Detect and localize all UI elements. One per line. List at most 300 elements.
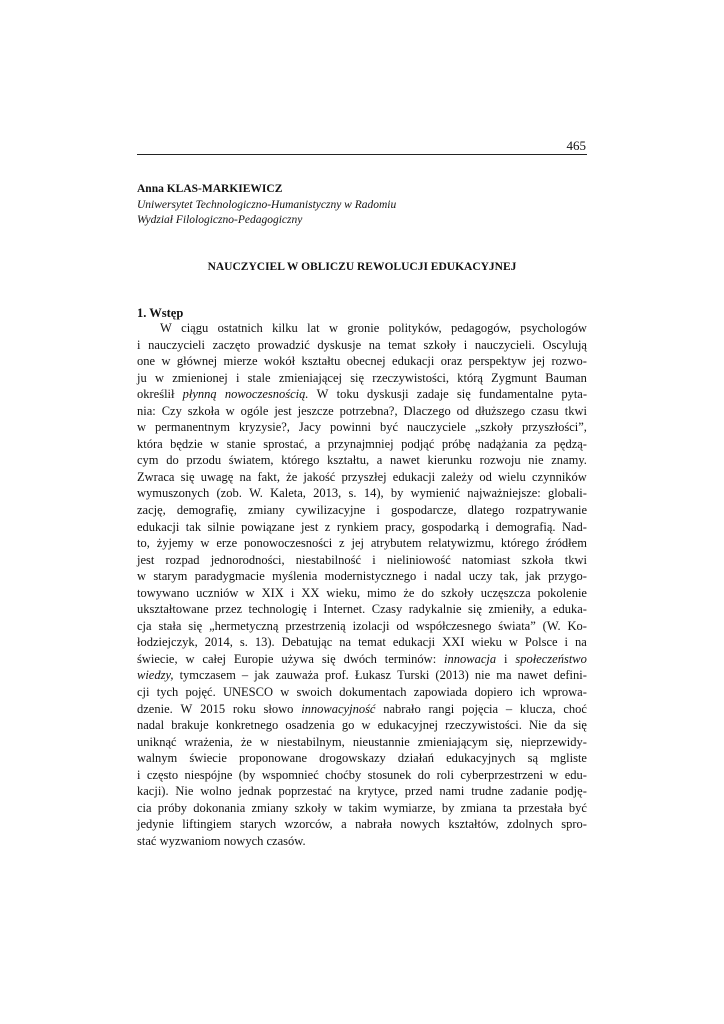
body-token	[148, 337, 205, 354]
body-word: jednorodności,	[210, 552, 285, 567]
article-title: NAUCZYCIEL W OBLICZU REWOLUCJI EDUKACYJNEJ	[207, 261, 517, 273]
body-token	[392, 353, 434, 370]
body-token	[166, 552, 200, 569]
body-word: jej	[351, 536, 364, 551]
body-word: szkoły	[423, 337, 457, 352]
body-token	[276, 667, 319, 684]
body-word: uczniów	[196, 585, 239, 600]
body-word: ju	[137, 370, 147, 385]
body-token	[358, 634, 386, 651]
body-token	[317, 337, 361, 354]
body-word: pokolenie	[537, 585, 587, 600]
body-word: temat	[358, 635, 386, 650]
body-token	[479, 469, 492, 486]
body-token	[561, 386, 587, 403]
body-word: w	[260, 734, 270, 749]
body-token	[137, 469, 174, 486]
body-token	[372, 601, 403, 618]
body-token	[389, 320, 442, 337]
body-token	[241, 519, 294, 536]
body-token	[518, 800, 562, 817]
body-word: W	[160, 321, 172, 335]
body-word: na	[339, 635, 352, 650]
body-token	[347, 320, 379, 337]
body-word: ich	[519, 685, 536, 700]
body-token	[242, 667, 248, 684]
body-word: jak	[525, 569, 541, 584]
body-token	[471, 783, 503, 800]
body-token	[391, 502, 457, 519]
body-token	[188, 618, 202, 635]
body-token	[137, 552, 154, 569]
body-word: w	[161, 354, 171, 369]
body-token	[441, 469, 473, 486]
body-word: jedynie	[137, 817, 174, 832]
body-token	[196, 585, 238, 602]
body-word: słowo	[263, 701, 294, 716]
body-word: płynną	[182, 387, 217, 402]
body-token	[281, 651, 314, 668]
body-word: edu-	[564, 767, 587, 782]
body-word: i	[463, 337, 468, 352]
body-token	[480, 452, 521, 469]
body-token	[240, 816, 276, 833]
body-token	[528, 750, 538, 767]
body-word: tymczasem	[179, 668, 236, 683]
body-word: krytyce,	[357, 784, 398, 799]
body-token	[475, 419, 513, 436]
body-word: demografią.	[495, 519, 556, 534]
body-word: wolno	[200, 784, 232, 799]
body-word: stale	[247, 370, 271, 385]
body-word: od	[456, 403, 470, 418]
body-word: się	[350, 370, 365, 385]
body-word: tkwi	[564, 403, 587, 418]
body-word: nieliniowość	[386, 552, 451, 567]
body-word: żyjemy	[156, 536, 194, 551]
body-word: za	[535, 436, 547, 451]
body-word: rangi	[428, 701, 455, 716]
body-token	[295, 800, 328, 817]
body-token	[543, 618, 561, 635]
body-word: i	[423, 569, 428, 584]
body-token	[281, 452, 319, 469]
body-token	[181, 320, 208, 337]
body-token	[184, 767, 232, 784]
body-word: Jacy	[298, 420, 322, 435]
body-token	[238, 783, 271, 800]
body-text	[137, 320, 587, 850]
body-token	[434, 568, 461, 585]
body-token	[529, 717, 547, 734]
body-word: zmiany	[248, 503, 285, 518]
body-token	[372, 552, 375, 569]
body-word: one	[137, 354, 156, 369]
body-word: poprzestać	[278, 784, 332, 799]
body-token	[181, 469, 195, 486]
body-token	[339, 684, 406, 701]
body-word: się	[468, 602, 482, 617]
body-word: permanentnym	[154, 420, 230, 435]
body-token	[137, 452, 159, 469]
body-word: oraz	[440, 354, 463, 369]
body-word: Zygmunt	[491, 370, 537, 385]
body-token	[241, 403, 269, 420]
body-token	[267, 833, 306, 850]
body-token	[180, 667, 236, 684]
body-token	[182, 816, 231, 833]
body-token	[264, 353, 295, 370]
body-word: gospodarką	[421, 519, 480, 534]
body-token	[445, 717, 522, 734]
body-word: Nad-	[561, 519, 587, 534]
body-token	[416, 618, 492, 635]
body-token	[535, 436, 546, 453]
body-token	[317, 386, 329, 403]
body-line	[137, 767, 587, 784]
author-university: Uniwersytet Technologiczno-Humanistyczny w Radomiu	[137, 198, 397, 211]
body-word: dokumentach	[339, 685, 407, 700]
body-word: świata”	[498, 618, 536, 633]
body-token	[301, 519, 318, 536]
body-token	[234, 651, 274, 668]
body-word: na	[368, 337, 381, 352]
body-token	[137, 783, 169, 800]
body-word: nie	[528, 453, 544, 468]
body-token	[236, 370, 239, 387]
body-token	[158, 618, 181, 635]
body-token	[369, 337, 381, 354]
body-word: kształtu,	[327, 453, 370, 468]
body-word: starych	[239, 817, 277, 832]
body-token	[407, 419, 466, 436]
body-token	[341, 816, 347, 833]
body-word: i	[372, 552, 376, 567]
body-token	[155, 419, 230, 436]
body-token	[319, 750, 386, 767]
body-token	[421, 585, 434, 602]
body-token	[183, 386, 217, 403]
body-word: stała	[158, 618, 182, 633]
body-word: nia:	[137, 403, 156, 418]
body-word: toku	[336, 387, 359, 402]
body-token	[188, 403, 220, 420]
body-token	[457, 403, 470, 420]
body-line	[137, 734, 587, 751]
body-word: Nie	[528, 718, 548, 733]
body-token	[342, 717, 355, 734]
body-word: W	[180, 701, 193, 716]
body-word: polityków,	[388, 321, 442, 335]
body-word: zależy	[441, 469, 474, 484]
body-word: Nie	[175, 784, 194, 799]
body-word: XIX	[261, 585, 284, 600]
body-word: perspektyw	[468, 354, 527, 369]
body-word: nabrała	[355, 817, 392, 832]
body-word: ponowoczesności	[244, 536, 333, 551]
body-token	[272, 320, 298, 337]
body-word: w	[361, 718, 371, 733]
body-word: świecie	[189, 751, 227, 766]
body-word: przez	[214, 602, 243, 617]
body-line	[137, 717, 587, 734]
body-word: konkretnego	[215, 718, 279, 733]
body-line	[137, 816, 587, 833]
body-token	[404, 403, 451, 420]
body-word: nowoczesnością.	[224, 387, 309, 402]
body-token	[400, 816, 440, 833]
body-word: 2013,	[313, 486, 342, 501]
body-word: zmienionej	[172, 370, 228, 385]
body-word: proponowane	[238, 751, 308, 766]
body-word: mierze	[223, 354, 258, 369]
body-token	[342, 469, 387, 486]
body-word: nauczycieli.	[474, 337, 535, 352]
body-token	[442, 634, 464, 651]
body-token	[565, 767, 587, 784]
body-token	[193, 800, 245, 817]
body-line	[137, 634, 587, 651]
body-token	[349, 485, 357, 502]
body-word: psychologów	[520, 321, 587, 335]
body-token	[542, 684, 586, 701]
body-word: edukacji	[392, 469, 436, 484]
body-token	[274, 403, 291, 420]
body-token	[554, 436, 587, 453]
body-token	[186, 519, 201, 536]
body-word: sprostać,	[263, 436, 308, 451]
body-line	[137, 519, 587, 536]
body-word: Oscylują	[542, 337, 587, 352]
author-faculty: Wydział Filologiczno-Pedagogiczny	[137, 214, 303, 226]
body-word: dyskusje	[317, 337, 362, 352]
body-token	[278, 783, 331, 800]
body-token	[545, 370, 587, 387]
body-word: światem,	[228, 453, 274, 468]
body-line	[137, 337, 587, 354]
body-word: nie	[474, 668, 491, 683]
body-word: w	[225, 403, 235, 418]
body-token	[498, 469, 526, 486]
body-word: starym	[153, 569, 188, 584]
body-token	[367, 386, 409, 403]
body-token	[200, 535, 209, 552]
body-word: cji	[137, 685, 150, 700]
body-token	[401, 436, 434, 453]
body-token	[137, 419, 146, 436]
body-token	[137, 601, 209, 618]
body-word: 2014,	[204, 635, 233, 650]
body-token	[428, 452, 472, 469]
body-word: –	[241, 668, 249, 683]
body-token	[137, 585, 189, 602]
body-word: się	[456, 387, 471, 402]
body-token	[327, 452, 369, 469]
body-word: w	[154, 370, 164, 385]
body-word: edukacyjnych	[446, 751, 516, 766]
body-word: zauważa	[275, 668, 319, 683]
body-word: cja	[137, 618, 152, 633]
body-token	[216, 717, 278, 734]
body-token	[244, 535, 332, 552]
body-word: nabrało	[383, 701, 421, 716]
body-token	[172, 370, 228, 387]
body-word: pojęcia	[461, 701, 499, 716]
body-word: nawet	[390, 453, 420, 468]
body-token	[157, 535, 194, 552]
body-word: z	[324, 519, 331, 534]
body-word: jest	[137, 552, 155, 567]
body-word: z	[339, 536, 345, 551]
body-token	[137, 519, 179, 536]
body-line	[137, 485, 587, 502]
body-token	[339, 535, 345, 552]
body-line	[137, 568, 587, 585]
body-word: dopiero	[474, 685, 513, 700]
body-word: powinni	[330, 420, 371, 435]
body-token	[249, 485, 263, 502]
body-token	[262, 767, 319, 784]
body-token	[226, 403, 235, 420]
body-line	[137, 469, 587, 486]
body-word: tych	[156, 685, 179, 700]
body-token	[303, 469, 335, 486]
body-word: źródłem	[545, 536, 587, 551]
body-token	[337, 519, 379, 536]
body-token	[211, 552, 285, 569]
body-token	[457, 370, 483, 387]
body-token	[322, 651, 336, 668]
body-word: Europie	[233, 651, 274, 666]
body-word: używa	[281, 651, 314, 666]
body-token	[498, 618, 535, 635]
body-token	[157, 684, 179, 701]
body-token	[462, 701, 498, 718]
body-token	[299, 419, 321, 436]
body-line	[137, 386, 587, 403]
body-word: jeszcze	[297, 403, 334, 418]
body-word: do	[421, 585, 434, 600]
body-token	[469, 353, 527, 370]
body-token	[388, 337, 416, 354]
body-token	[137, 337, 140, 354]
body-word: dyskusji	[366, 387, 409, 402]
body-token	[424, 337, 457, 354]
body-word: silnie	[207, 519, 235, 534]
body-word: przyszłości”,	[521, 420, 587, 435]
body-word: zmieniły,	[488, 602, 535, 617]
body-word: przynajmniej	[327, 436, 394, 451]
body-token	[210, 436, 219, 453]
body-token	[325, 767, 361, 784]
body-token	[186, 452, 221, 469]
body-token	[548, 568, 587, 585]
body-word: zmiana	[460, 800, 497, 815]
body-token	[177, 502, 237, 519]
body-token	[313, 601, 316, 618]
body-word: 13).	[254, 635, 275, 650]
body-token	[378, 717, 438, 734]
body-word: wspomnieć	[261, 767, 319, 782]
body-word: na	[575, 635, 587, 650]
body-token	[451, 320, 511, 337]
body-word: na	[338, 784, 351, 799]
body-token	[325, 667, 349, 684]
body-token	[390, 452, 420, 469]
body-word: nadążania	[477, 436, 528, 451]
body-word: Łukasz	[354, 668, 391, 683]
body-word: rynkiem	[336, 519, 379, 534]
body-word: rzeczywistości.	[445, 718, 522, 733]
body-token	[301, 585, 319, 602]
body-token	[333, 800, 342, 817]
body-token	[488, 601, 534, 618]
body-token	[137, 436, 163, 453]
body-token	[385, 651, 436, 668]
body-word: w	[210, 436, 220, 451]
body-word: szkoła	[521, 552, 554, 567]
body-token	[569, 800, 587, 817]
body-token	[444, 651, 496, 668]
body-word: podję-	[554, 784, 587, 799]
body-line	[137, 370, 587, 387]
body-word: Bauman	[545, 370, 587, 385]
body-token	[258, 337, 310, 354]
body-token	[442, 436, 470, 453]
body-token	[185, 734, 233, 751]
body-word: osadzenia	[285, 718, 335, 733]
body-word: kacji).	[137, 784, 169, 799]
body-token	[200, 783, 231, 800]
body-token	[280, 684, 289, 701]
body-token	[509, 634, 518, 651]
body-token	[246, 585, 255, 602]
body-token	[475, 403, 525, 420]
body-token	[137, 816, 174, 833]
body-word: „szkoły	[474, 420, 514, 435]
body-word: szkoły	[294, 800, 328, 815]
body-token	[137, 717, 164, 734]
body-token	[446, 750, 515, 767]
body-token	[507, 816, 553, 833]
body-token	[448, 816, 498, 833]
body-token	[260, 734, 269, 751]
body-token	[263, 436, 307, 453]
body-token	[285, 816, 333, 833]
body-word: którego	[281, 453, 320, 468]
body-token	[528, 452, 543, 469]
body-word: i	[137, 767, 141, 782]
body-token	[201, 469, 234, 486]
body-token	[255, 634, 275, 651]
body-token	[166, 452, 179, 469]
body-word: nowych	[400, 817, 440, 832]
body-token	[137, 833, 160, 850]
body-token	[248, 502, 285, 519]
body-word: niespójne	[184, 767, 233, 782]
body-word: Turski	[397, 668, 430, 683]
body-word: kryzysie?,	[238, 420, 290, 435]
body-token	[562, 519, 587, 536]
body-word: stosunek	[367, 767, 412, 782]
body-token	[554, 667, 587, 684]
body-word: spro-	[561, 817, 587, 832]
body-word: wiedzy,	[137, 668, 174, 683]
body-word: (2013)	[435, 668, 469, 683]
body-word: swoich	[296, 685, 332, 700]
body-word: wymienić	[410, 486, 460, 501]
body-token	[367, 585, 396, 602]
